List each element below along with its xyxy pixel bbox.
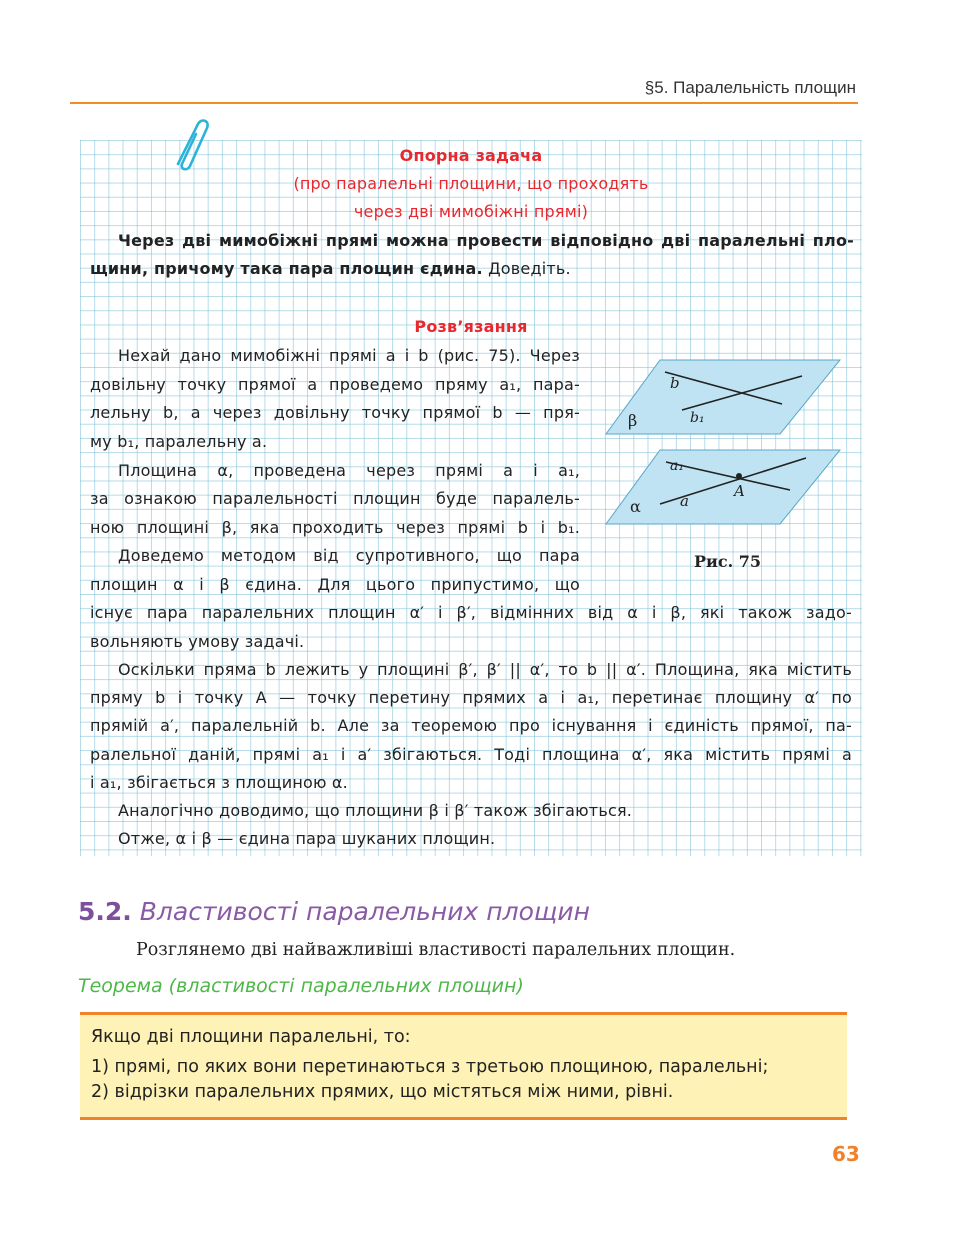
theorem-line: 2) відрізки паралельних прямих, що містяться між ними, рівні.: [91, 1082, 674, 1102]
task-subheading-2: через дві мимобіжні прямі): [353, 202, 589, 221]
solution-line: існує пара паралельних площин α′ і β′, відмінних від α і β, які також задо-: [90, 603, 852, 622]
task-statement-rest: Доведіть.: [482, 259, 571, 278]
theorem-title: Теорема (властивості паралельних площин): [78, 975, 524, 997]
task-subheading-1: (про паралельні площини, що проходять: [293, 174, 649, 193]
solution-heading: Розв’язання: [414, 317, 528, 336]
section-title: Властивості паралельних площин: [139, 897, 591, 926]
label-a: a: [680, 492, 689, 510]
point-A: [736, 473, 742, 479]
task-statement-bold: щини, причому така пара площин єдина.: [90, 259, 483, 278]
solution-line: і a₁, збігається з площиною α.: [90, 773, 348, 792]
label-b1: b₁: [690, 410, 705, 426]
section-intro: Розглянемо дві найважливіші властивості паралельних площин.: [136, 940, 736, 960]
section-number: 5.2.: [78, 897, 132, 926]
task-heading: Опорна задача: [399, 146, 543, 165]
page-number: 63: [832, 1142, 860, 1166]
running-header: [70, 70, 858, 104]
solution-line: за ознакою паралельності площин буде паралель-: [90, 489, 580, 508]
label-b: b: [670, 374, 680, 392]
label-beta: β: [628, 411, 638, 430]
plane-alpha: [606, 450, 840, 524]
section-heading: [78, 897, 590, 926]
figure-75-planes: [600, 352, 845, 542]
solution-line: вольняють умову задачі.: [90, 632, 305, 651]
theorem-line: 1) прямі, по яких вони перетинаються з третьою площиною, паралельні;: [91, 1057, 769, 1077]
plane-beta: [606, 360, 840, 434]
solution-line: Аналогічно доводимо, що площини β і β′ також збігаються.: [118, 801, 633, 820]
solution-line: площин α і β єдина. Для цього припустимо, що: [90, 575, 580, 594]
theorem-box: [80, 1012, 847, 1120]
solution-line: довільну точку прямої a проведемо пряму a₁, пара-: [90, 375, 580, 394]
label-A: A: [734, 482, 745, 500]
figure-caption: Рис. 75: [694, 552, 762, 571]
solution-line: Оскільки пряма b лежить у площині β′, β′ || α′, то b || α′. Площина, яка містить: [118, 660, 852, 679]
solution-line: Нехай дано мимобіжні прямі a і b (рис. 75). Через: [118, 346, 580, 365]
solution-line: лельну b, а через довільну точку прямої b — пря-: [90, 403, 580, 422]
task-statement-line-2: [90, 259, 571, 279]
solution-line: Отже, α і β — єдина пара шуканих площин.: [118, 829, 496, 848]
solution-line: пряму b і точку A — точку перетину прямих a і a₁, перетинає площину α′ по: [90, 688, 852, 707]
header-title: §5. Паралельність площин: [644, 78, 856, 97]
solution-line: Доведемо методом від супротивного, що пара: [118, 546, 580, 565]
theorem-line: Якщо дві площини паралельні, то:: [91, 1027, 411, 1047]
solution-line: ралельної даній, прямі a₁ і a′ збігаються. Тоді площина α′, яка містить прямі a: [90, 745, 852, 764]
solution-line: Площина α, проведена через прямі a і a₁,: [118, 461, 580, 480]
solution-line: ною площині β, яка проходить через прямі b і b₁.: [90, 518, 580, 537]
solution-line: прямій a′, паралельній b. Але за теоремою про існування і єдиність прямої, па-: [90, 716, 852, 735]
label-alpha: α: [630, 497, 641, 516]
solution-line: му b₁, паралельну a.: [90, 432, 268, 451]
label-a1: a₁: [670, 458, 684, 474]
task-statement-line-1: Через дві мимобіжні прямі можна провести відповідно дві паралельні пло-: [118, 231, 854, 250]
